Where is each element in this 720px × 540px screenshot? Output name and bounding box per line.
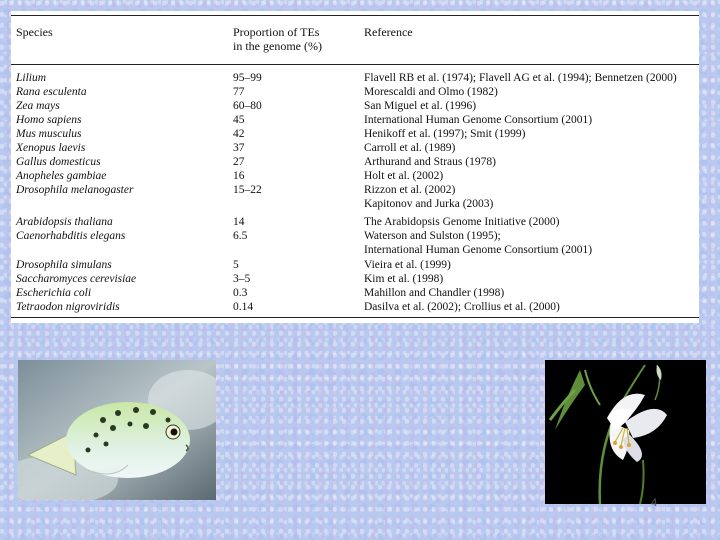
table-row: [11, 113, 699, 127]
reference-cell: Flavell RB et al. (1974); Flavell AG et al. (1994); Bennetzen (2000): [364, 72, 677, 84]
table-header-rule: [11, 64, 699, 65]
reference-cell: International Human Genome Consortium (2001): [364, 244, 593, 256]
species-cell: Arabidopsis thaliana: [16, 216, 113, 228]
header-species: Species: [16, 25, 53, 39]
reference-cell: Henikoff et al. (1997); Smit (1999): [364, 128, 526, 140]
table-row: [11, 258, 699, 272]
species-cell: Caenorhabditis elegans: [16, 230, 126, 242]
proportion-cell: 3–5: [233, 273, 251, 285]
species-cell: Gallus domesticus: [16, 156, 101, 168]
proportion-cell: 0.14: [233, 301, 254, 313]
reference-cell: Arthurand and Straus (1978): [364, 156, 496, 168]
proportion-cell: 6.5: [233, 230, 248, 242]
species-cell: Rana esculenta: [16, 86, 87, 98]
table-row: [11, 300, 699, 314]
header-proportion-units: in the genome (%): [233, 39, 322, 53]
proportion-cell: 16: [233, 170, 245, 182]
species-cell: Drosophila simulans: [16, 259, 112, 271]
reference-cell: Holt et al. (2002): [364, 170, 444, 182]
reference-cell: International Human Genome Consortium (2001): [364, 114, 593, 126]
table-row: [11, 169, 699, 183]
reference-cell: Carroll et al. (1989): [364, 142, 456, 154]
header-reference: Reference: [364, 25, 413, 39]
reference-cell: Dasilva et al. (2002); Crollius et al. (2000): [364, 301, 560, 313]
table-row: [11, 71, 699, 85]
table-row: [11, 272, 699, 286]
proportion-cell: 15–22: [233, 184, 262, 196]
reference-cell: Kapitonov and Jurka (2003): [364, 198, 494, 210]
reference-cell: Kim et al. (1998): [364, 273, 444, 285]
proportion-cell: 45: [233, 114, 245, 126]
species-cell: Tetraodon nigroviridis: [16, 301, 120, 313]
species-cell: Xenopus laevis: [16, 142, 86, 154]
reference-cell: Morescaldi and Olmo (1982): [364, 86, 498, 98]
reference-cell: Rizzon et al. (2002): [364, 184, 456, 196]
proportion-cell: 60–80: [233, 100, 262, 112]
table-row: [11, 229, 699, 243]
species-cell: Saccharomyces cerevisiae: [16, 273, 137, 285]
white-lily-photo: [545, 360, 706, 504]
table-row: [11, 99, 699, 113]
table-row: [11, 243, 699, 257]
table-bottom-rule: [11, 317, 699, 318]
reference-cell: The Arabidopsis Genome Initiative (2000): [364, 216, 560, 228]
species-cell: Homo sapiens: [16, 114, 82, 126]
species-cell: Anopheles gambiae: [16, 170, 107, 182]
table-row: [11, 286, 699, 300]
proportion-cell: 5: [233, 259, 239, 271]
reference-cell: Vieira et al. (1999): [364, 259, 451, 271]
table-row: [11, 85, 699, 99]
slide-number: 4: [651, 497, 658, 509]
reference-cell: San Miguel et al. (1996): [364, 100, 477, 112]
te-table-panel: [11, 11, 699, 323]
table-row: [11, 183, 699, 197]
proportion-cell: 77: [233, 86, 245, 98]
table-row: [11, 127, 699, 141]
proportion-cell: 14: [233, 216, 245, 228]
species-cell: Escherichia coli: [16, 287, 92, 299]
species-cell: Zea mays: [16, 100, 60, 112]
lily-image: [545, 360, 706, 504]
proportion-cell: 42: [233, 128, 245, 140]
proportion-cell: 27: [233, 156, 245, 168]
proportion-cell: 0.3: [233, 287, 248, 299]
pufferfish-image: [18, 360, 216, 500]
table-row: [11, 141, 699, 155]
table-row: [11, 197, 699, 211]
pufferfish-photo: [18, 360, 216, 500]
table-row: [11, 215, 699, 229]
species-cell: Drosophila melanogaster: [16, 184, 134, 196]
proportion-cell: 37: [233, 142, 245, 154]
header-proportion: Proportion of TEs: [233, 25, 320, 39]
reference-cell: Waterson and Sulston (1995);: [364, 230, 501, 242]
species-cell: Mus musculus: [16, 128, 82, 140]
table-row: [11, 155, 699, 169]
table-top-rule: [11, 15, 699, 16]
proportion-cell: 95–99: [233, 72, 262, 84]
species-cell: Lilium: [16, 72, 47, 84]
reference-cell: Mahillon and Chandler (1998): [364, 287, 505, 299]
